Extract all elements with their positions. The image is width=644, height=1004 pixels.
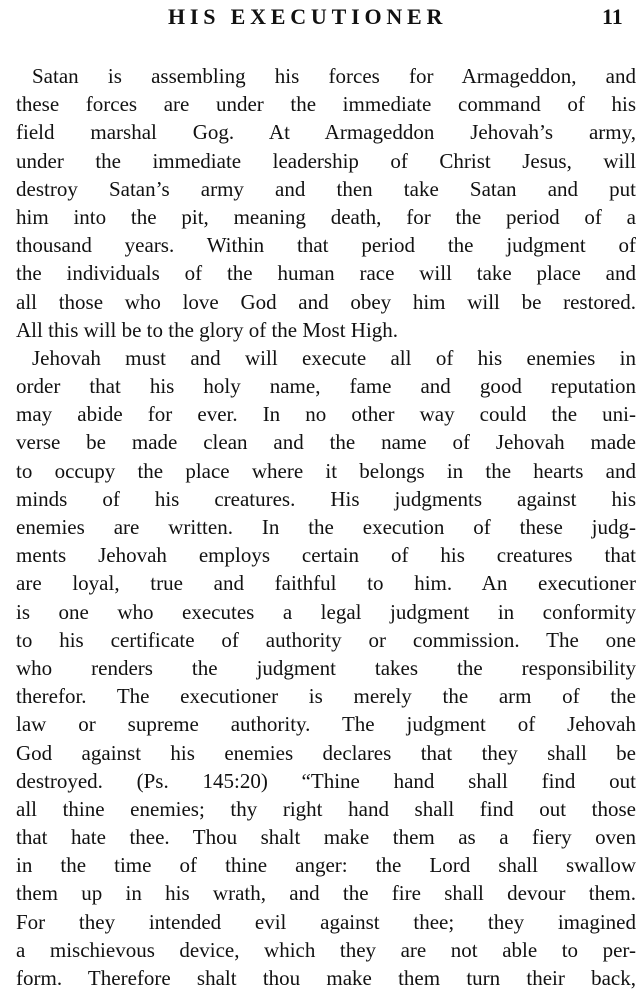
text-line: destroyed. (Ps. 145:20) “Thine hand shall find out — [16, 768, 636, 793]
text-line: a mischievous device, which they are not able to per- — [16, 937, 636, 962]
text-line: who renders the judgment takes the responsibility — [16, 655, 636, 680]
text-line: God against his enemies declares that they shall be — [16, 740, 636, 765]
text-line: to occupy the place where it belongs in the hearts and — [16, 458, 636, 483]
text-line: to his certificate of authority or commission. The one — [16, 627, 636, 652]
text-line: order that his holy name, fame and good reputation — [16, 374, 636, 399]
page-number: 11 — [602, 4, 623, 29]
text-line: under the immediate leadership of Christ Jesus, will — [16, 148, 636, 173]
text-line: therefor. The executioner is merely the arm of the — [16, 684, 636, 709]
text-line: may abide for ever. In no other way could the uni- — [16, 402, 636, 427]
text-line: that hate thee. Thou shalt make them as a fiery oven — [16, 825, 636, 850]
text-line: verse be made clean and the name of Jehovah made — [16, 430, 636, 455]
text-line: ments Jehovah employs certain of his creatures that — [16, 543, 636, 568]
text-line: in the time of thine anger: the Lord shall swallow — [16, 853, 636, 878]
text-line: is one who executes a legal judgment in conformity — [16, 599, 636, 624]
text-line: all those who love God and obey him will be restored. — [16, 289, 636, 314]
text-line: these forces are under the immediate command of his — [16, 92, 636, 117]
text-line: him into the pit, meaning death, for the period of a — [16, 204, 636, 229]
text-line: Jehovah must and will execute all of his enemies in — [32, 345, 636, 370]
text-line: Satan is assembling his forces for Armageddon, and — [32, 64, 636, 88]
text-line: All this will be to the glory of the Most High. — [16, 317, 399, 342]
text-line: law or supreme authority. The judgment of Jehovah — [16, 712, 636, 737]
body-text — [16, 62, 636, 992]
text-line: the individuals of the human race will take place and — [16, 261, 636, 286]
text-line: them up in his wrath, and the fire shall devour them. — [16, 881, 636, 906]
text-line: field marshal Gog. At Armageddon Jehovah’s army, — [16, 120, 636, 145]
text-line: thousand years. Within that period the judgment of — [16, 233, 636, 258]
text-line: For they intended evil against thee; they imagined — [16, 909, 636, 934]
running-head-title: HIS EXECUTIONER — [168, 4, 448, 29]
text-line: all thine enemies; thy right hand shall find out those — [16, 796, 636, 821]
text-line: form. Therefore shalt thou make them turn their back, — [16, 966, 636, 990]
text-line: are loyal, true and faithful to him. An executioner — [16, 571, 636, 596]
text-line: minds of his creatures. His judgments against his — [16, 486, 636, 511]
running-head — [0, 0, 644, 40]
text-line: destroy Satan’s army and then take Satan and put — [16, 176, 636, 201]
text-line: enemies are written. In the execution of these judg- — [16, 515, 636, 539]
